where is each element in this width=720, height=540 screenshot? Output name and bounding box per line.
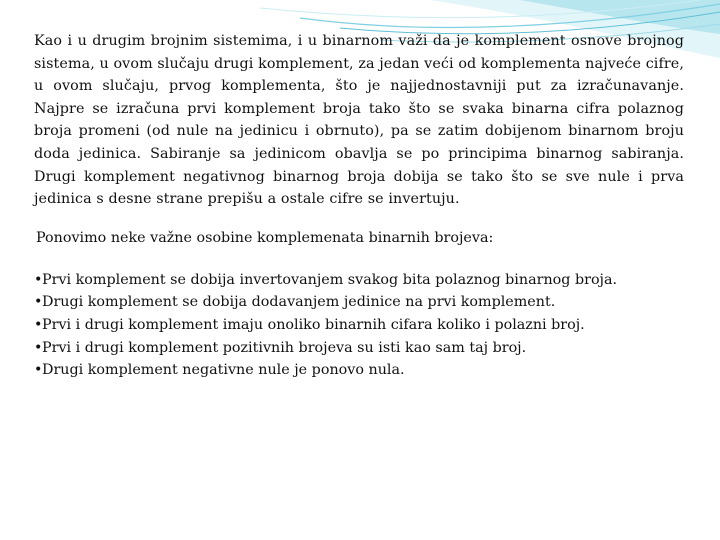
property-list xyxy=(34,269,684,382)
slide-content xyxy=(34,30,684,382)
bullet-icon: • xyxy=(34,316,43,333)
bullet-icon: • xyxy=(34,362,43,379)
list-item-text: Drugi komplement se dobija dodavanjem jedinice na prvi komplement. xyxy=(42,294,556,311)
list-item xyxy=(34,314,684,337)
list-item-text: Prvi komplement se dobija invertovanjem svakog bita polaznog binarnog broja. xyxy=(42,271,618,288)
list-item xyxy=(34,359,684,382)
bullet-icon: • xyxy=(34,339,43,356)
bullet-icon: • xyxy=(34,294,43,311)
recap-heading: Ponovimo neke važne osobine komplemenata binarnih brojeva: xyxy=(36,229,494,246)
list-item xyxy=(34,337,684,360)
bullet-icon: • xyxy=(34,271,43,288)
list-item xyxy=(34,269,684,292)
list-item xyxy=(34,291,684,314)
list-item-text: Drugi komplement negativne nule je ponovo nula. xyxy=(42,362,405,379)
intro-paragraph: Kao i u drugim brojnim sistemima, i u binarnom važi da je komplement osnove brojnog sistema, u ovom slučaju drugi komplement, za jedan veći od komplementa najveće cifre, u ovom slučaju, prvog komplementa, što je najjednostavniji put za izračunavanje. Najpre se izračuna prvi komplement broja tako što se svaka binarna cifra polaznog broja promeni (od nule na jedinicu i obrnuto), pa se zatim dobijenom binarnom broju doda jedinica. Sabiranje sa jedinicom obavlja se po principima binarnog sabiranja. Drugi komplement negativnog binarnog broja dobija se tako što se sve nule i prva jedinica s desne strane prepišu a ostale cifre se invertuju. xyxy=(34,33,685,208)
list-item-text: Prvi i drugi komplement pozitivnih brojeva su isti kao sam taj broj. xyxy=(42,339,527,356)
list-item-text: Prvi i drugi komplement imaju onoliko binarnih cifara koliko i polazni broj. xyxy=(42,316,585,333)
